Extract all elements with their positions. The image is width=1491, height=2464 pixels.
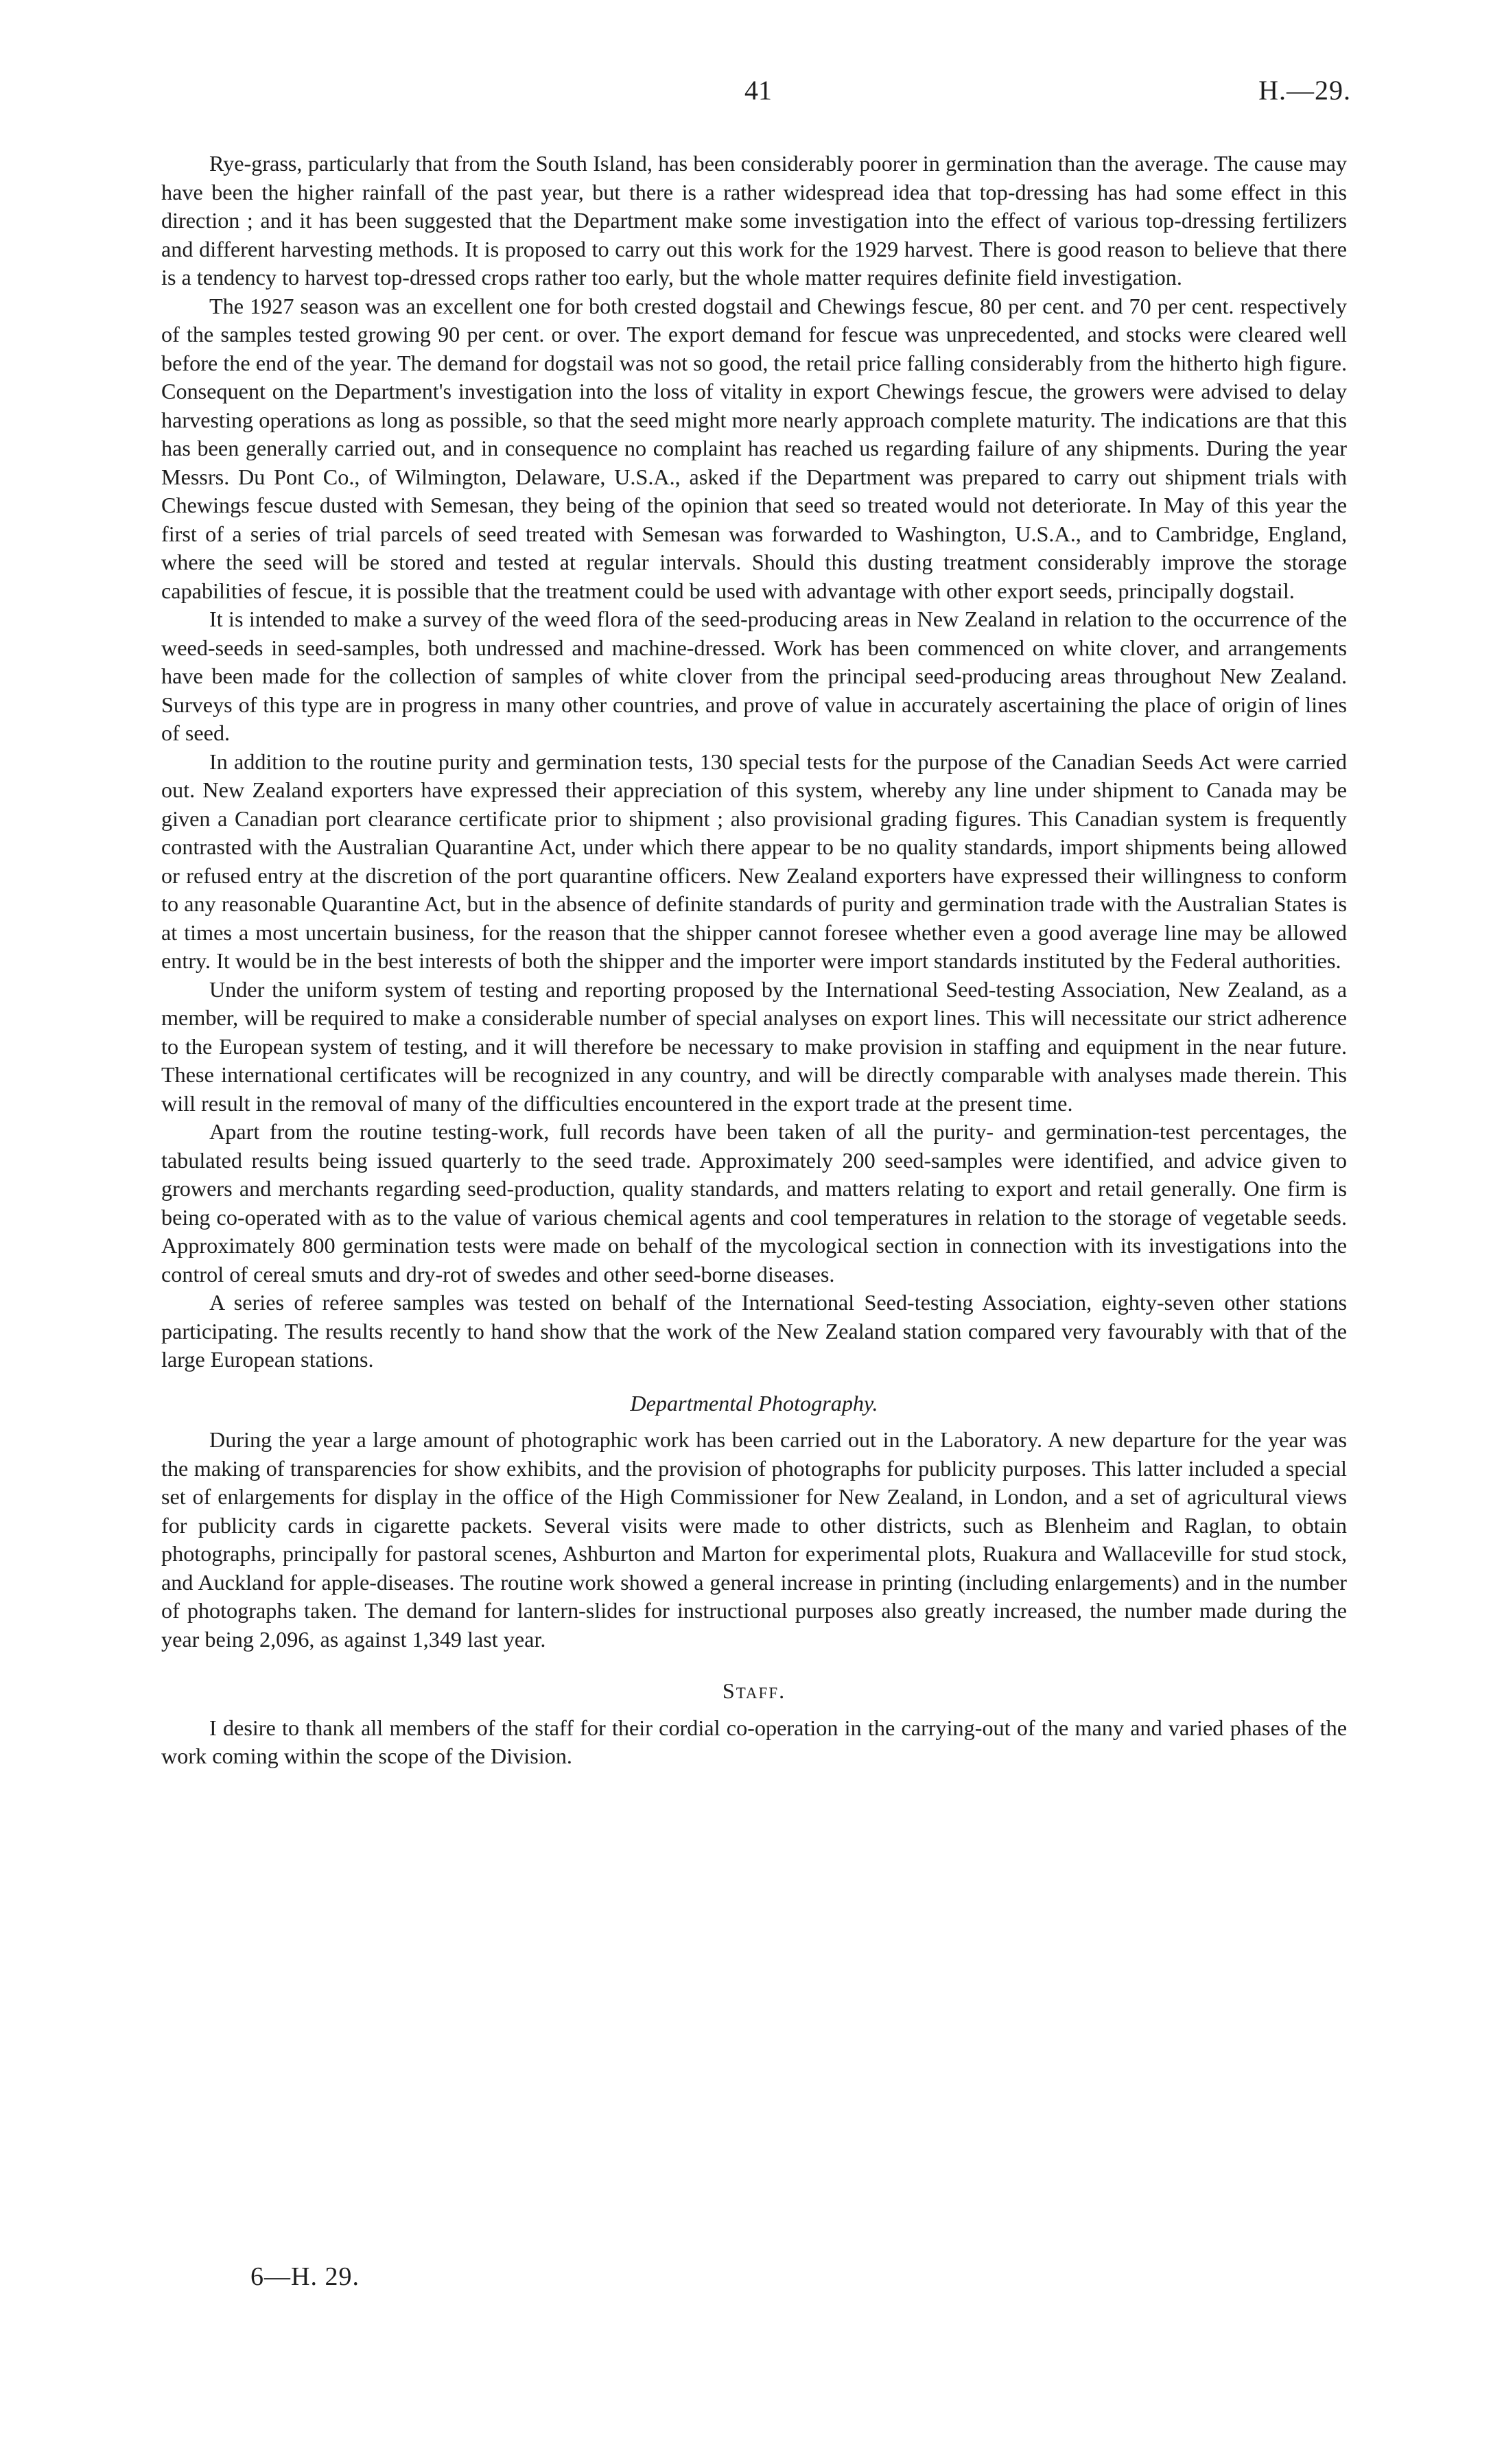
- page-number: 41: [744, 75, 772, 106]
- body-text: [161, 150, 1347, 1771]
- paragraph-staff: I desire to thank all members of the staff for their cordial co-operation in the carrying-out of the many and varied phases of the work coming within the scope of the Division.: [161, 1715, 1347, 1768]
- sheet-signature: 6—H. 29.: [250, 2262, 360, 2291]
- section-heading-photography: Departmental Photography.: [630, 1390, 878, 1416]
- paragraph-routine-testing: Apart from the routine testing-work, full records have been taken of all the purity- and germination-test percentages, the tabulated results being issued quarterly to the seed trade. Approximately 200 seed-samples were identified, and advice given to growers and merchants regarding seed-production, quality standards, and matters relating to export and retail generally. One firm is being co-operated with as to the value of various chemical agents and cool temperatures in relation to the storage of vegetable seeds. Approximately 800 germination tests were made on behalf of the mycological section in connection with its investigations into the control of cereal smuts and dry-rot of swedes and other seed-borne diseases.: [161, 1119, 1347, 1287]
- document-reference: H.—29.: [1258, 75, 1351, 106]
- paragraph-canadian-seeds-act: In addition to the routine purity and germination tests, 130 special tests for the purpose of the Canadian Seeds Act were carried out. New Zealand exporters have expressed their appreciation of this system, whereby any line under shipment to Canada may be given a Canadian port clearance certificate prior to shipment ; also provisional grading figures. This Canadian system is frequently contrasted with the Australian Quarantine Act, under which there appear to be no quality standards, import shipments being allowed or refused entry at the discretion of the port quarantine officers. New Zealand exporters have expressed their willingness to conform to any reasonable Quarantine Act, but in the absence of definite standards of purity and germination trade with the Australian States is at times a most uncertain business, for the reason that the shipper cannot foresee whether even a good average line may be allowed entry. It would be in the best interests of both the shipper and the importer were import standards instituted by the Federal authorities.: [161, 749, 1347, 973]
- paragraph-rye-grass: Rye-grass, particularly that from the South Island, has been considerably poorer in germination than the average. The cause may have been the higher rainfall of the past year, but there is a rather widespread idea that top-dressing has had some effect in this direction ; and it has been suggested that the Department make some investigation into the effect of various top-dressing fertilizers and different harvesting methods. It is proposed to carry out this work for the 1929 harvest. There is good reason to believe that there is a tendency to harvest top-dressed crops rather too early, but the whole matter requires definite field investigation.: [161, 151, 1347, 290]
- paragraph-photography: During the year a large amount of photographic work has been carried out in the Laboratory. A new departure for the year was the making of transparencies for show exhibits, and the provision of photographs for publicity purposes. This latter included a special set of enlargements for display in the office of the High Commissioner for New Zealand, in London, and a set of agricultural views for publicity cards in cigarette packets. Several visits were made to other districts, such as Blenheim and Raglan, to obtain photographs, principally for pastoral scenes, Ashburton and Marton for experimental plots, Ruakura and Wallaceville for stud stock, and Auckland for apple-diseases. The routine work showed a general increase in printing (including enlargements) and in the number of photographs taken. The demand for lantern-slides for instructional purposes also greatly increased, the number made during the year being 2,096, as against 1,349 last year.: [161, 1427, 1347, 1652]
- paragraph-dogstail-fescue: The 1927 season was an excellent one for both crested dogstail and Chewings fescue, 80 per cent. and 70 per cent. respectively of the samples tested growing 90 per cent. or over. The export demand for fescue was unprecedented, and stocks were cleared well before the end of the year. The demand for dogstail was not so good, the retail price falling considerably from the hitherto high figure. Consequent on the Department's investigation into the loss of vitality in export Chewings fescue, the growers were advised to delay harvesting operations as long as possible, so that the seed might more nearly approach complete maturity. The indications are that this has been generally carried out, and in consequence no complaint has reached us regarding failure of any shipments. During the year Messrs. Du Pont Co., of Wilmington, Delaware, U.S.A., asked if the Department was prepared to carry out shipment trials with Chewings fescue dusted with Semesan, they being of the opinion that seed so treated would not deteriorate. In May of this year the first of a series of trial parcels of seed treated with Semesan was forwarded to Washington, U.S.A., and to Cambridge, England, where the seed will be stored and tested at regular intervals. Should this dusting treatment considerably improve the storage capabilities of fescue, it is possible that the treatment could be used with advantage with other export seeds, principally dogstail.: [161, 293, 1347, 603]
- paragraph-referee-samples: A series of referee samples was tested on behalf of the International Seed-testing Association, eighty-seven other stations participating. The results recently to hand show that the work of the New Zealand station compared very favourably with that of the large European stations.: [161, 1290, 1347, 1372]
- section-heading-staff: Staff.: [722, 1678, 786, 1703]
- page-header: [0, 74, 1491, 115]
- paragraph-international-testing: Under the uniform system of testing and reporting proposed by the International Seed-testing Association, New Zealand, as a member, will be required to make a considerable number of special analyses on export lines. This will necessitate our strict adherence to the European system of testing, and it will therefore be necessary to make provision in staffing and equipment in the near future. These international certificates will be recognized in any country, and will be directly comparable with analyses made therein. This will result in the removal of many of the difficulties encountered in the export trade at the present time.: [161, 976, 1347, 1116]
- paragraph-weed-survey: It is intended to make a survey of the weed flora of the seed-producing areas in New Zealand in relation to the occurrence of the weed-seeds in seed-samples, both undressed and machine-dressed. Work has been commenced on white clover, and arrangements have been made for the collection of samples of white clover from the principal seed-producing areas throughout New Zealand. Surveys of this type are in progress in many other countries, and prove of value in accurately ascertaining the place of origin of lines of seed.: [161, 607, 1347, 745]
